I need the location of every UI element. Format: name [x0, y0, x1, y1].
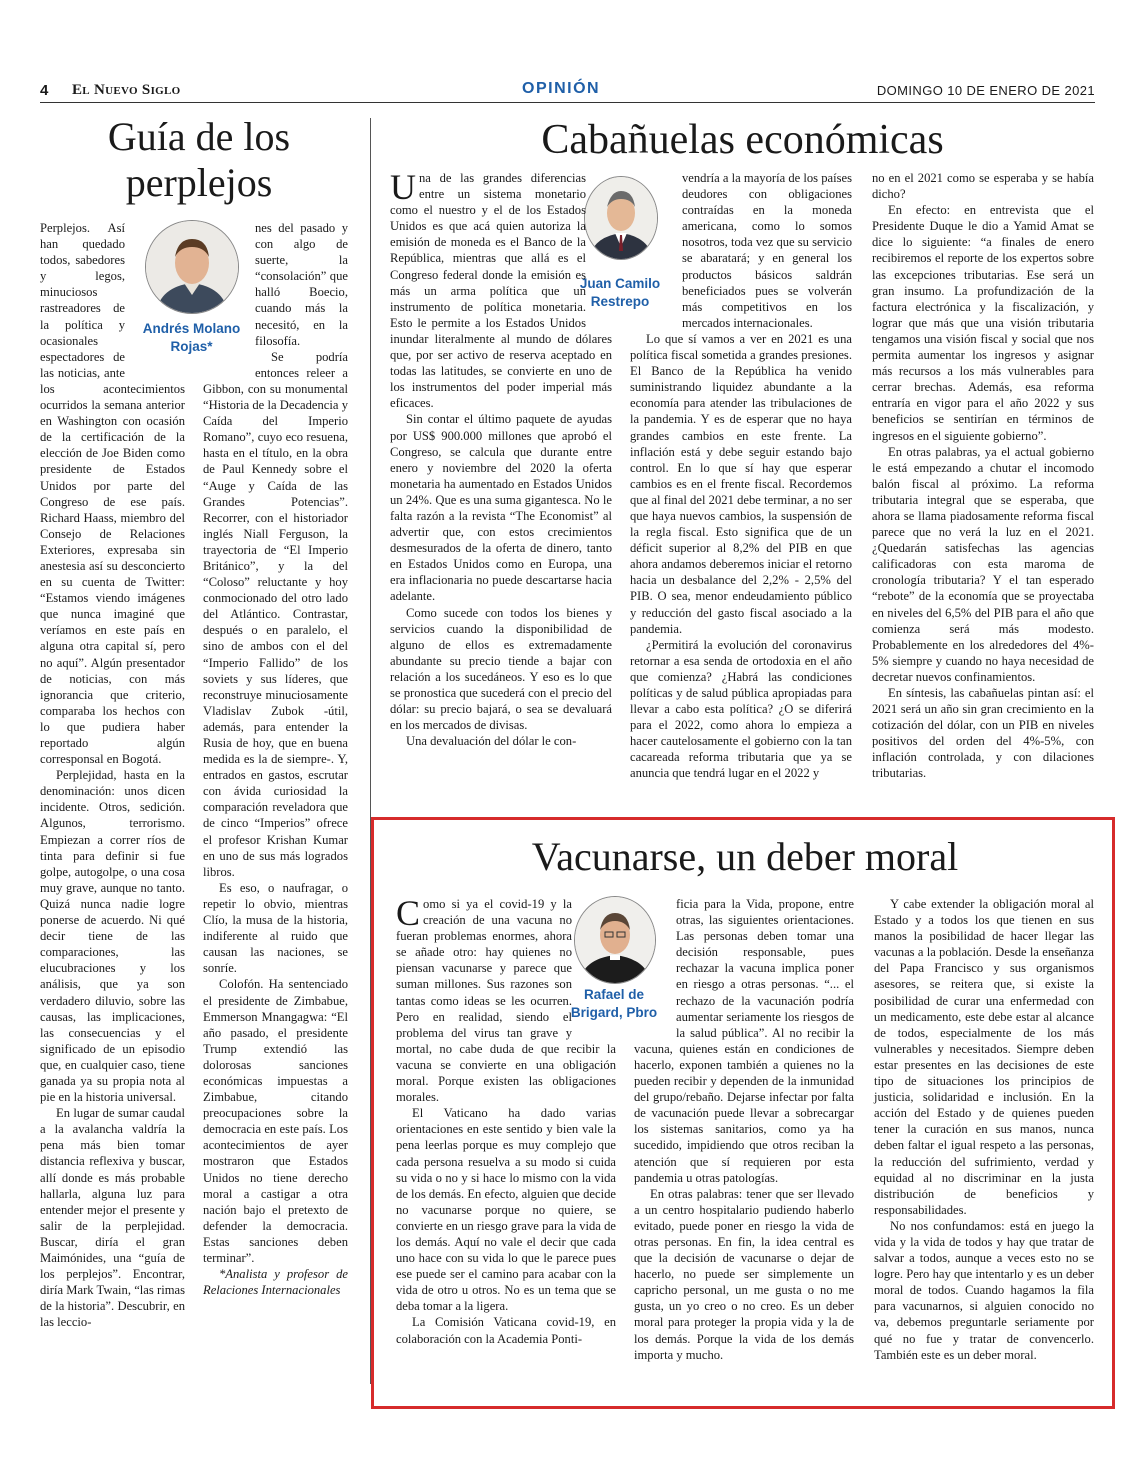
article-paragraph: En otras palabras: tener que ser llevado a un centro hospitalario pudiendo haberlo evitado, puede poner en riesgo la vida de otras personas. En fin, la idea central es que la decisión de vacunarse o dejar de hacerlo, no puede ser simplemente un capricho personal, un me gusta o no me gusta, un yo creo o no creo. Es un deber moral para proteger la propia vida y la de los demás. Porque la vida de los demás importa y mucho.	[634, 1186, 854, 1362]
article-column-1	[396, 893, 616, 1347]
article-paragraph: Una de las grandes diferencias entre un sistema monetario como el nuestro y el de los Estados Unidos es que acá quien autoriza la emisión de moneda es el Banco de la República, mientras que allá es el Congreso federal donde la emisión es más un arma política que un instrumento de política monetaria. Esto le permite a los Estados Unidos inundar literalmente al mundo de dólares que, por ser activo de reserva aceptado en todas las latitudes, se convierte en uno de los instrumentos del poder imperial más eficaces.	[390, 167, 612, 411]
article-paragraph: Sin contar el último paquete de ayudas por US$ 900.000 millones que aprobó el Congreso, se calcula que durante entre enero y noviembre del 2020 la oferta monetaria ha aumentado en Estados Unidos un 24%. Que es una suma gigantesca. No le falta razón a la revista “The Economist” al advertir que, con estos crecimientos desmesurados de la oferta de dinero, tanto en Estados Unidos como en Europa, una era inflacionaria no puede descartarse hacia adelante.	[390, 412, 612, 604]
article-title: Vacunarse, un deber moral	[531, 834, 959, 879]
article-vacunarse	[396, 830, 1094, 1400]
author-byline: Andrés Molano Rojas*	[142, 321, 241, 354]
header-rule	[40, 102, 1095, 103]
drop-cap: C	[396, 893, 421, 933]
article-guia-perplejos	[40, 108, 358, 1398]
author-byline: Rafael de Brigard, Pbro	[570, 987, 658, 1020]
article-paragraph: Una devaluación del dólar le con-	[406, 734, 577, 749]
article-column-1	[390, 167, 612, 749]
article-cabanuelas	[390, 108, 1095, 808]
article-paragraph: Perplejos. Así han quedado todos, sabedores y legos, minuciosos rastreadores de la política y ocasionales espectadores de las noticias, ante los acontecimientos ocurridos la semana anterior en Washington con ocasión de la certificación de la elección de Joe Biden como presidente de Estados Unidos por parte del Congreso de ese país. Richard Haass, miembro del Consejo de Relaciones Exteriores, expresaba sin anestesia así su desconcierto en su cuenta de Twitter: “Estamos viendo imágenes que nunca imaginé que veríamos en este país en alguna otra capital sí, pero no aquí”. Algún presentador de noticias, con más ignorancia que criterio, comparaba los hechos con lo que pudiera haber reportado algún corresponsal en Bogotá.	[40, 221, 185, 767]
article-paragraph: Como si ya el covid-19 y la creación de una vacuna no fueran problemas enormes, ahora se añade otro: hay quienes no piensan vacunarse y parece que suman millones. Sus razones son tantas como ideas se les ocurren. Pero en realidad, siendo el problema del virus tan grave y mortal, no cabe duda de que recibir la vacuna se convierte en una obligación moral. Porque existen las obligaciones morales.	[396, 893, 616, 1105]
article-paragraph: nes del pasado y con algo de suerte, la “consolación” que halló Boecio, cuando más la necesitó, en la filosofía.	[255, 221, 348, 348]
drop-cap: U	[390, 167, 416, 207]
article-column-2	[634, 896, 854, 1363]
article-column-2	[203, 220, 348, 1298]
article-paragraph: Es eso, o naufragar, o repetir lo obvio, mientras Clío, la musa de la historia, indiferente al ruido que causan las naciones, se sonríe.	[203, 880, 348, 976]
article-paragraph: En otras palabras, ya el actual gobierno le está empezando a chutar el incomodo balón fiscal al próximo. La reforma tributaria integral que se esperaba, que ahora se llama piadosamente reforma fiscal parece que no verá la luz en el 2021. ¿Quedarán satisfechas las agencias calificadoras con esta maroma de cronología tributaria? Y el tan esperado “rebote” de la economía que se proyectaba en niveles del 6,5% del PIB para el año que comienza será más modesto. Probablemente en los alrededores del 4%- 5% siempre y cuando no haya necesidad de decretar nuevos confinamientos.	[872, 444, 1094, 684]
masthead: El Nuevo Siglo	[72, 82, 181, 98]
article-paragraph: Perplejidad, hasta en la denominación: unos dicen incidente. Otros, sedición. Algunos, terrorismo. Empiezan a correr ríos de tinta para definir si fue golpe, autogolpe, o una cosa muy grave, aunque no tanto. Quizá nunca nadie logre ponerse de acuerdo. Ni qué decir tiene de las comparaciones, las elucubraciones y los análisis, que ya son verdadero diluvio, sobre las causas, las implicaciones, las consecuencias y el significado de un episodio que, en cualquier caso, tiene ganada ya su propia nota al pie en la historia universal.	[40, 768, 185, 1105]
article-column-2	[630, 170, 852, 782]
author-note: *Analista y profesor de Relaciones Internacionales	[203, 1267, 348, 1298]
article-paragraph: Lo que sí vamos a ver en 2021 es una política fiscal sometida a grandes presiones. El Banco de la República ha venido suministrando liquidez abundante a la economía para atender las tribulaciones de la pandemia. Y es de esperar que no haya grandes cambios en este frente. La inflación está y debe seguir estando bajo control. En lo que sí hay que esperar cambios es en el frente fiscal. Recordemos que al final del 2021 debe terminar, a no ser que haya nuevos cambios, la suspensión de la regla fiscal. Esto significa que de un déficit superior al 8,2% del PIB en que ahora andamos deberemos iniciar el retorno hacia un desbalance del 2,2% - 2,5% del PIB. O sea, menor endeudamiento público y reducción del gasto fiscal asociado a la pandemia.	[630, 331, 852, 636]
article-paragraph: La Comisión Vaticana covid-19, en colaboración con la Academia Ponti-	[396, 1315, 616, 1346]
article-paragraph: Se podría entonces releer a Gibbon, con su monumental “Historia de la Decadencia y Caída del Imperio Romano”, cuyo eco resuena, hasta en el título, en la obra de Paul Kennedy sobre el “Auge y Caída de las Grandes Potencias”. Recorrer, con el historiador inglés Niall Ferguson, la trayectoria de “El Imperio Británico”, y la del “Coloso” reluctante y hoy conmocionado del otro lado del Atlántico. Contrastar, después o en paralelo, el sino de ambos con el del “Imperio Fallido” de los soviets y sus líderes, que reconstruye minuciosamente Vladislav Zubok -útil, además, para entender la Rusia de hoy, que en buena medida es la de siempre-. Y, entrados en gastos, escrutar con ávida curiosidad la comparación reveladora que de cinco “Imperios” ofrece el profesor Krishan Kumar en uno de sus más logrados libros.	[203, 349, 348, 879]
article-column-1	[40, 220, 185, 1330]
author-byline: Juan Camilo Restrepo	[579, 276, 661, 309]
article-title: Guía de los perplejos	[107, 114, 291, 205]
article-paragraph: El Vaticano ha dado varias orientaciones en este sentido y bien vale la pena leerlas porque es muy complejo que cada persona resuelva a su modo si cuida su vida o no y si hace lo mismo con la vida de los demás. En efecto, alguien que decide no vacunarse porque no quiere, se convierte en un riesgo grave para la vida de los demás. Aquí no vale el decir que cada uno hace con su vida lo que le parece pues ese puede ser el camino para acabar con la vida de otro u otros. No es un tema que se deba tomar a la ligera.	[396, 1106, 616, 1314]
article-paragraph: no en el 2021 como se esperaba y se había dicho?	[872, 171, 1094, 202]
article-paragraph: Colofón. Ha sentenciado el presidente de Zimbabue, Emmerson Mnangagwa: “El año pasado, el presidente Trump extendió las dolorosas sanciones económicas impuestas a Zimbabue, citando preocupaciones sobre la democracia en este país. Los acontecimientos de ayer mostraron que Estados Unidos no tiene derecho moral a castigar a otra nación bajo el pretexto de defender la democracia. Estas sanciones deben terminar”.	[203, 977, 348, 1265]
article-paragraph: En lugar de sumar caudal a la avalancha valdría la pena más bien tomar distancia reflexiva y buscar, allí donde es más probable hallarla, alguna luz para entender mejor el presente y salir de la perplejidad. Buscar, diría el gran Maimónides, una “guía de los perplejos”. Encontrar, diría Mark Twain, “las rimas de la historia”. Descubrir, en las leccio-	[40, 1106, 185, 1330]
article-paragraph: No nos confundamos: está en juego la vida y la vida de todos y hay que tratar de salvar a todos, aunque a veces esto no se logre. Pero hay que intentarlo y es un deber moral de todos. Cuando hagamos la fila para vacunarnos, si alguien conocido no va, debemos preguntarle seriamente por qué no fue y tratar de convencerlo. También este es un deber moral.	[874, 1218, 1094, 1362]
article-column-3	[874, 896, 1094, 1363]
article-paragraph: ficia para la Vida, propone, entre otras, las siguientes orientaciones. Las personas deben tomar una decisión responsable, pues rechazar la vacuna implica poner en riesgo a otras personas. “... el rechazo de la vacunación podría aumentar seriamente los riesgos de la salud pública”. Al no recibir la vacuna, quienes están en condiciones de hacerlo, exponen también a quienes no la pueden recibir y dependen de la inmunidad del grupo/rebaño. Dejarse infectar por falta de vacunación puede llevar a sobrecargar los sistemas sanitarios, como ya ha sucedido, impidiendo que otros reciban la atención que sí requieren por esta pandemia u otras patologías.	[634, 897, 854, 1185]
section-title: OPINIÓN	[522, 80, 601, 97]
article-paragraph: Como sucede con todos los bienes y servicios cuando la disponibilidad de alguno de ellos es extremadamente abundante su precio tiende a bajar con relación a los sucedáneos. Y eso es lo que se pronostica que sucederá con el precio del dólar: su precio bajará, o sea se devaluará en los mercados de divisas.	[390, 605, 612, 733]
article-title: Cabañuelas económicas	[541, 117, 944, 163]
article-paragraph: Y cabe extender la obligación moral al Estado y a todos los que tienen en sus manos la posibilidad de hacer llegar las vacunas a la población. Desde la enseñanza del Papa Francisco y sus organismos asesores, se reitera que, si existe la posibilidad de curar una enfermedad con un medicamento, este debe estar al alcance de todos, especialmente de los más vulnerables y necesitados. Siempre deben estar presentes en las decisiones de este tipo de situaciones los principios de justicia, solidaridad e inclusión. En la acción del Estado y de quienes pueden tener la curación en sus manos, nunca deben faltar el igual respeto a las personas, la reducción del sufrimiento, verdad y equidad al no discriminar en la justa distribución de beneficios y responsabilidades.	[874, 897, 1094, 1217]
article-paragraph: En síntesis, las cabañuelas pintan así: el 2021 será un año sin gran crecimiento en la cotización del dólar, con un PIB en niveles positivos del orden del 4%-5%, con inflación controlada, y con dilaciones tributarias.	[872, 686, 1094, 781]
article-paragraph: En efecto: en entrevista que el Presidente Duque le dio a Yamid Amat se dice lo siguiente: “a finales de enero recibiremos el reporte de los expertos sobre las excepciones tributarias. Ese será un gran insumo. La profundización de la factura electrónica y la fiscalización, y lograr que más que una visión tributaria tengamos una visión fiscal y social que nos permita aumentar los ingresos y asignar más recursos a los más vulnerables para cerrar brechas. Además, esa reforma entraría en vigor para el año 2022 y sus beneficios se sentirían en términos de ingresos en el siguiente gobierno”.	[872, 203, 1094, 443]
article-paragraph: ¿Permitirá la evolución del coronavirus retornar a esa senda de ortodoxia en el año que comienza? ¿Habrá las condiciones políticas y de salud pública apropiadas para llevar a cabo esta política? ¿O se diferirá para el 2022, como ahora lo empieza a hacer cautelosamente el gobierno con la tan cacareada reforma tributaria que ya se anuncia que tendrá lugar en el 2022 y	[630, 637, 852, 781]
article-paragraph: vendría a la mayoría de los países deudores con obligaciones contraídas en la moneda americana, como lo somos nosotros, toda vez que su servicio se abaratará; y en general los productos básicos saldrán beneficiados pues se volverán más competitivos en los mercados internacionales.	[682, 171, 852, 330]
dateline: DOMINGO 10 DE ENERO DE 2021	[876, 83, 1095, 98]
article-column-3	[872, 170, 1094, 782]
page-number: 4	[40, 82, 49, 99]
